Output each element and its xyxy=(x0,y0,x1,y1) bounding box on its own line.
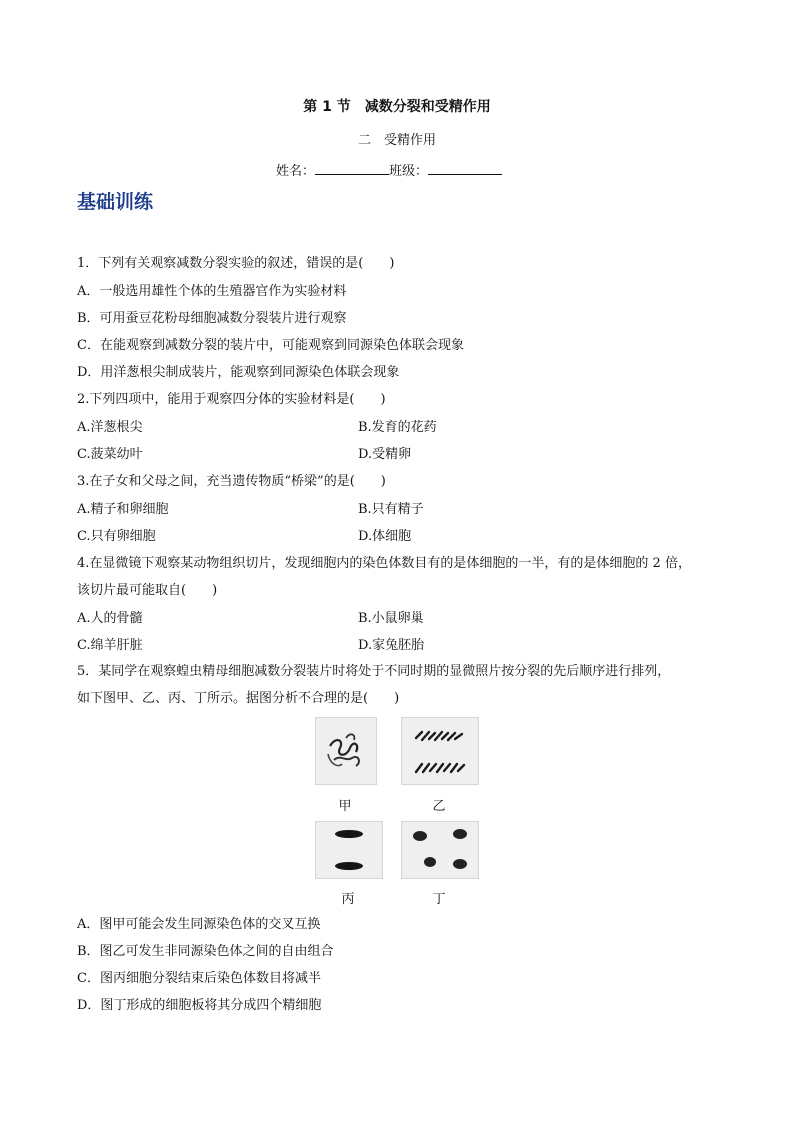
micrograph-yi xyxy=(401,717,479,785)
q1-option-d: D．用洋葱根尖制成装片，能观察到同源染色体联会现象 xyxy=(77,365,400,380)
q2-option-a: A.洋葱根尖 xyxy=(77,420,143,435)
section-title: 基础训练 xyxy=(77,191,154,213)
question-2-stem: 2.下列四项中，能用于观察四分体的实验材料是( ) xyxy=(77,392,386,407)
q1-option-c: C．在能观察到减数分裂的装片中，可能观察到同源染色体联会现象 xyxy=(77,338,464,353)
q4-option-a: A.人的骨髓 xyxy=(77,611,143,626)
q5-option-a: A．图甲可能会发生同源染色体的交叉互换 xyxy=(77,917,321,932)
question-5-stem-line-1: 5．某同学在观察蝗虫精母细胞减数分裂装片时将处于不同时期的显微照片按分裂的先后顺序进行排列， xyxy=(77,664,671,679)
q5-option-c: C．图丙细胞分裂结束后染色体数目将减半 xyxy=(77,971,321,986)
class-label: 班级： xyxy=(389,164,429,179)
question-4-stem-line-1: 4.在显微镜下观察某动物组织切片，发现细胞内的染色体数目有的是体细胞的一半，有的是体细胞的 2 倍， xyxy=(77,556,691,571)
question-5-stem-line-2: 如下图甲、乙、丙、丁所示。据图分析不合理的是( ) xyxy=(77,691,400,706)
q3-option-b: B.只有精子 xyxy=(358,502,424,517)
q2-option-c: C.菠菜幼叶 xyxy=(77,447,143,462)
name-label: 姓名： xyxy=(276,164,316,179)
page-title: 第 1 节 减数分裂和受精作用 xyxy=(303,99,491,115)
q1-option-b: B．可用蚕豆花粉母细胞减数分裂装片进行观察 xyxy=(77,311,347,326)
figure-label-ding: 丁 xyxy=(432,892,446,907)
q4-option-d: D.家兔胚胎 xyxy=(358,638,425,653)
micrograph-bing xyxy=(315,821,383,879)
q1-option-a: A．一般选用雄性个体的生殖器官作为实验材料 xyxy=(77,284,347,299)
q2-option-d: D.受精卵 xyxy=(358,447,412,462)
micrograph-jia xyxy=(315,717,377,785)
class-blank[interactable] xyxy=(428,162,502,175)
q2-option-b: B.发育的花药 xyxy=(358,420,437,435)
question-3-stem: 3.在子女和父母之间，充当遗传物质“桥梁”的是( ) xyxy=(77,474,386,489)
question-4-stem-line-2: 该切片最可能取自( ) xyxy=(77,583,218,598)
figure-label-bing: 丙 xyxy=(341,892,355,907)
name-class-line xyxy=(276,160,502,179)
name-blank[interactable] xyxy=(315,162,389,175)
q3-option-d: D.体细胞 xyxy=(358,529,412,544)
q4-option-b: B.小鼠卵巢 xyxy=(358,611,424,626)
q5-option-d: D．图丁形成的细胞板将其分成四个精细胞 xyxy=(77,998,322,1013)
q3-option-a: A.精子和卵细胞 xyxy=(77,502,169,517)
page-subtitle: 二 受精作用 xyxy=(357,133,436,148)
figure-label-jia: 甲 xyxy=(338,799,352,814)
q5-option-b: B．图乙可发生非同源染色体之间的自由组合 xyxy=(77,944,334,959)
q4-option-c: C.绵羊肝脏 xyxy=(77,638,143,653)
question-1-stem: 1．下列有关观察减数分裂实验的叙述，错误的是( ) xyxy=(77,256,395,271)
q3-option-c: C.只有卵细胞 xyxy=(77,529,156,544)
figure-label-yi: 乙 xyxy=(432,799,446,814)
micrograph-ding xyxy=(401,821,479,879)
